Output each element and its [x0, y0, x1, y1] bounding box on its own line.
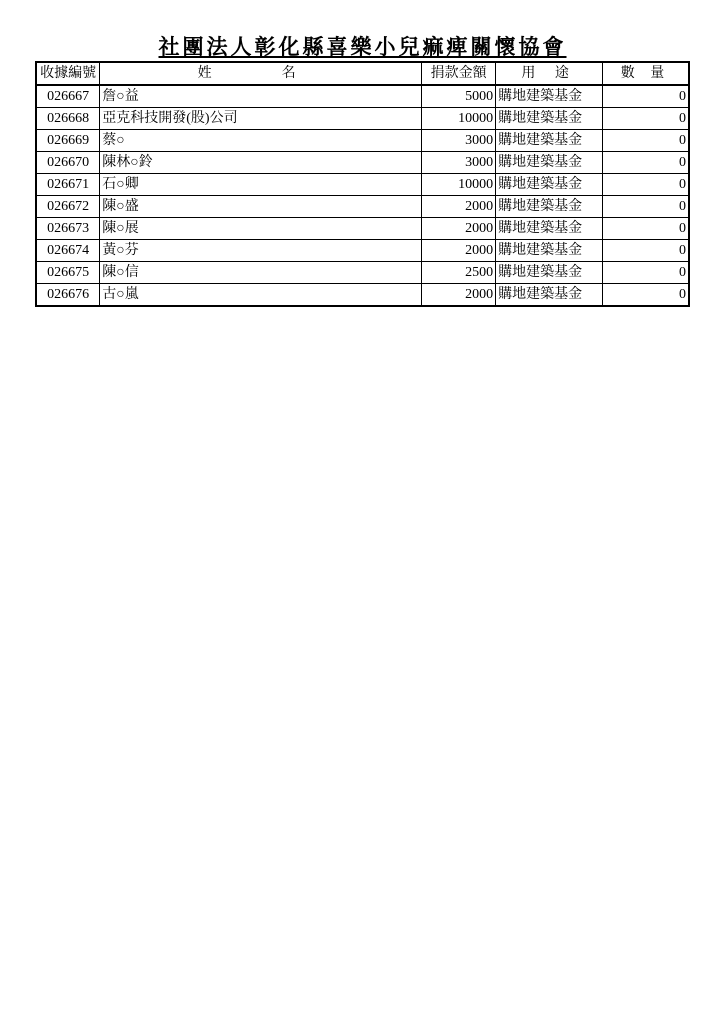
- quantity-cell: 0: [603, 218, 689, 240]
- header-quantity: 數 量: [603, 62, 689, 85]
- table-header: [36, 62, 689, 85]
- amount-cell: 2000: [422, 196, 496, 218]
- header-amount: 捐款金額: [422, 62, 496, 85]
- donor-name-cell: 陳林○鈴: [100, 152, 422, 174]
- donor-name-cell: 蔡○: [100, 130, 422, 152]
- table-row: [36, 218, 689, 240]
- donor-name-cell: 古○嵐: [100, 284, 422, 307]
- quantity-cell: 0: [603, 152, 689, 174]
- receipt-no-cell: 026667: [36, 85, 100, 108]
- purpose-cell: 購地建築基金: [496, 218, 603, 240]
- purpose-cell: 購地建築基金: [496, 130, 603, 152]
- quantity-cell: 0: [603, 240, 689, 262]
- receipt-no-cell: 026669: [36, 130, 100, 152]
- purpose-cell: 購地建築基金: [496, 152, 603, 174]
- table-body: [36, 85, 689, 306]
- table-row: [36, 284, 689, 307]
- table-row: [36, 196, 689, 218]
- quantity-cell: 0: [603, 85, 689, 108]
- amount-cell: 3000: [422, 130, 496, 152]
- quantity-cell: 0: [603, 174, 689, 196]
- donor-name-cell: 石○卿: [100, 174, 422, 196]
- donation-table: [35, 61, 690, 307]
- table-row: [36, 85, 689, 108]
- purpose-cell: 購地建築基金: [496, 85, 603, 108]
- table-row: [36, 152, 689, 174]
- header-name: 姓 名: [100, 62, 422, 85]
- table-row: [36, 240, 689, 262]
- amount-cell: 2000: [422, 218, 496, 240]
- receipt-no-cell: 026674: [36, 240, 100, 262]
- amount-cell: 2000: [422, 240, 496, 262]
- quantity-cell: 0: [603, 196, 689, 218]
- donor-name-cell: 陳○盛: [100, 196, 422, 218]
- quantity-cell: 0: [603, 130, 689, 152]
- donor-name-cell: 陳○展: [100, 218, 422, 240]
- purpose-cell: 購地建築基金: [496, 174, 603, 196]
- donor-name-cell: 詹○益: [100, 85, 422, 108]
- quantity-cell: 0: [603, 262, 689, 284]
- purpose-cell: 購地建築基金: [496, 284, 603, 307]
- donor-name-cell: 亞克科技開發(股)公司: [100, 108, 422, 130]
- receipt-no-cell: 026670: [36, 152, 100, 174]
- quantity-cell: 0: [603, 108, 689, 130]
- receipt-no-cell: 026668: [36, 108, 100, 130]
- amount-cell: 10000: [422, 108, 496, 130]
- receipt-no-cell: 026672: [36, 196, 100, 218]
- header-purpose: 用 途: [496, 62, 603, 85]
- receipt-no-cell: 026673: [36, 218, 100, 240]
- header-receipt-no: 收據編號: [36, 62, 100, 85]
- quantity-cell: 0: [603, 284, 689, 307]
- document-title: 社團法人彰化縣喜樂小兒痲痺關懷協會: [158, 35, 567, 59]
- amount-cell: 2000: [422, 284, 496, 307]
- table-row: [36, 108, 689, 130]
- purpose-cell: 購地建築基金: [496, 108, 603, 130]
- table-row: [36, 130, 689, 152]
- header-row: [36, 62, 689, 85]
- amount-cell: 3000: [422, 152, 496, 174]
- table-row: [36, 174, 689, 196]
- donor-name-cell: 陳○信: [100, 262, 422, 284]
- receipt-no-cell: 026675: [36, 262, 100, 284]
- amount-cell: 2500: [422, 262, 496, 284]
- purpose-cell: 購地建築基金: [496, 262, 603, 284]
- purpose-cell: 購地建築基金: [496, 240, 603, 262]
- receipt-no-cell: 026676: [36, 284, 100, 307]
- donor-name-cell: 黃○芬: [100, 240, 422, 262]
- purpose-cell: 購地建築基金: [496, 196, 603, 218]
- receipt-no-cell: 026671: [36, 174, 100, 196]
- table-row: [36, 262, 689, 284]
- amount-cell: 5000: [422, 85, 496, 108]
- amount-cell: 10000: [422, 174, 496, 196]
